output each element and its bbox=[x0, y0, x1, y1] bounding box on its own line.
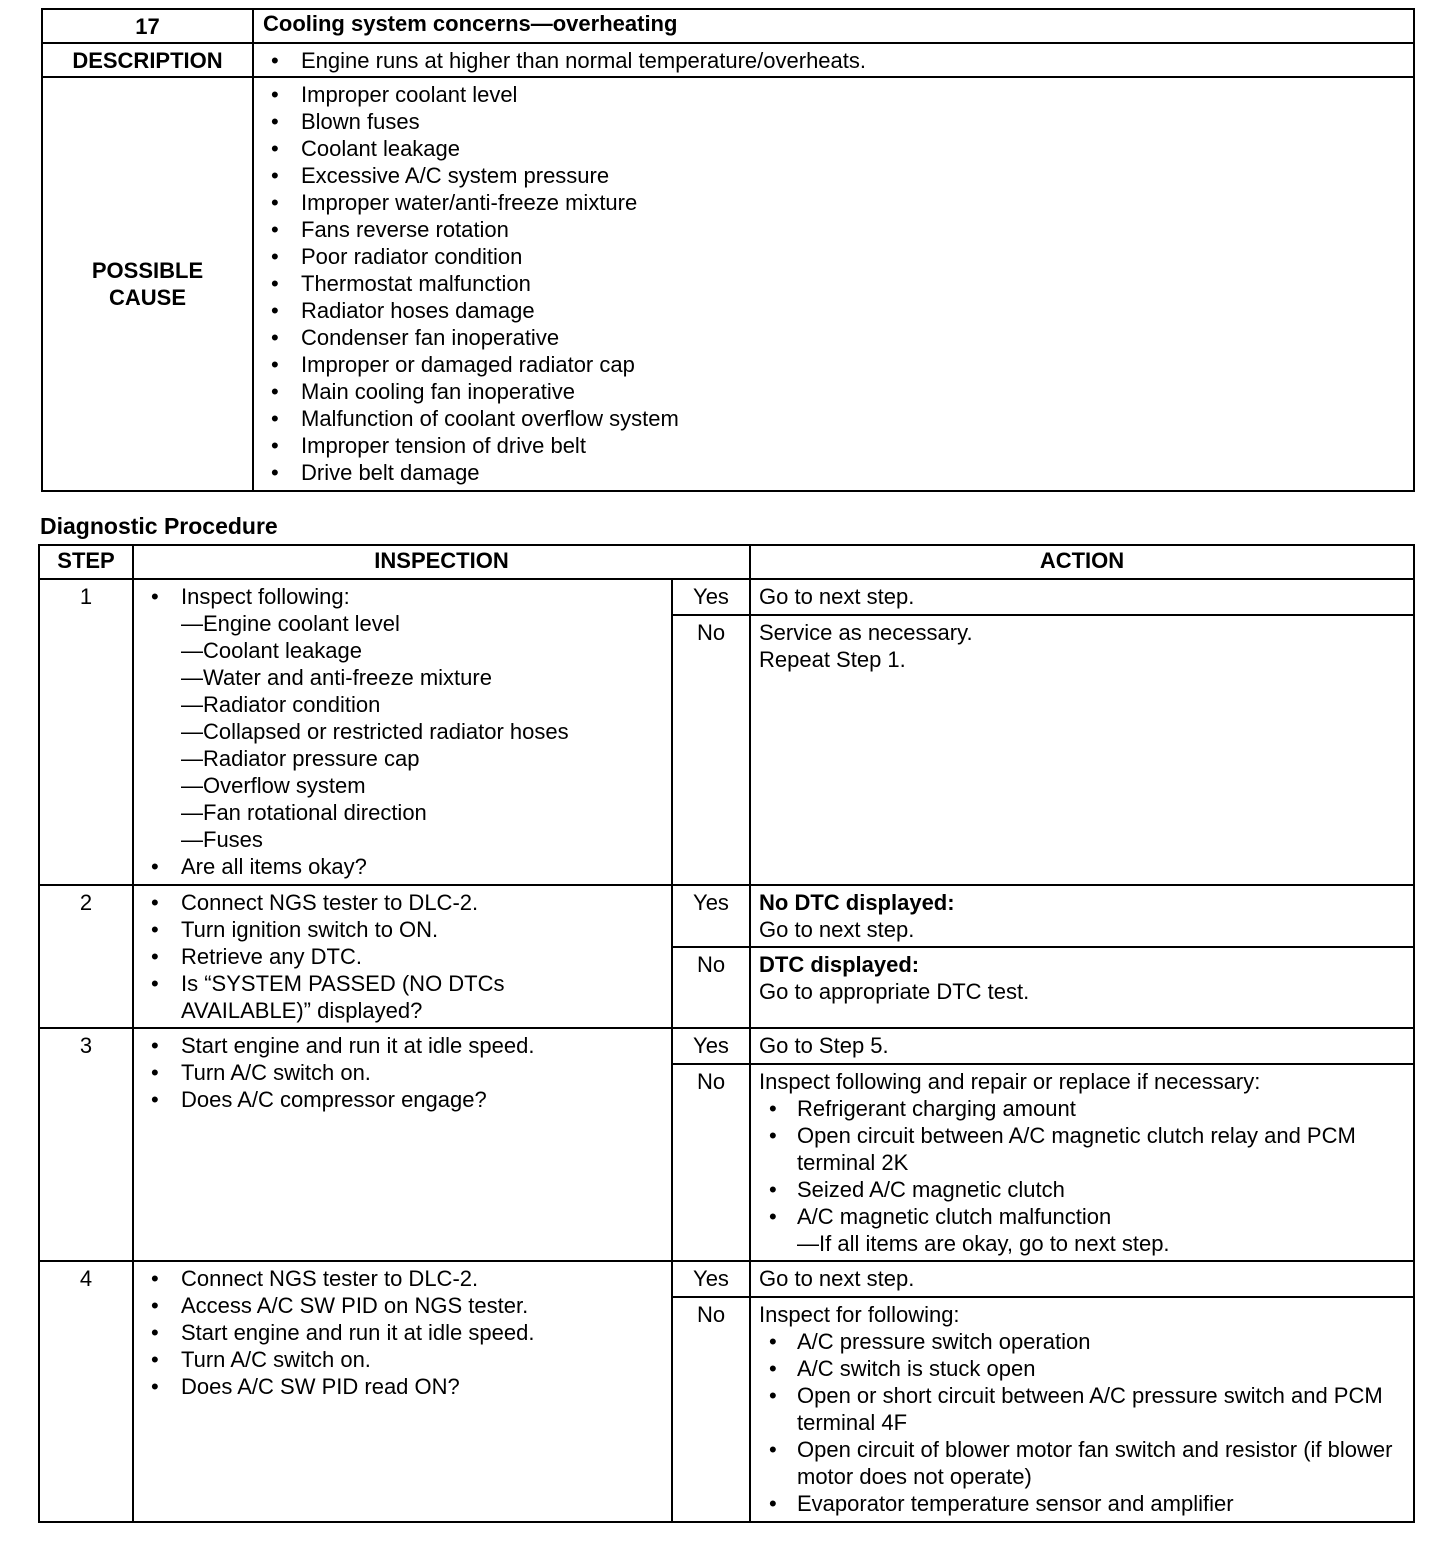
inspection-sub-item: — Collapsed or restricted radiator hoses bbox=[181, 718, 671, 745]
no-label: No bbox=[672, 947, 750, 1028]
symptom-number: 17 bbox=[42, 9, 253, 43]
cause-item: • Improper coolant level bbox=[254, 81, 1413, 108]
inspection-item: • Turn A/C switch on. bbox=[134, 1059, 671, 1086]
symptom-header-row bbox=[42, 9, 1414, 43]
step-3-no-action bbox=[750, 1064, 1414, 1261]
step-number: 2 bbox=[39, 885, 133, 1028]
description-text: • Engine runs at higher than normal temperature/overheats. bbox=[254, 47, 1413, 74]
inspection-sub-item: — Engine coolant level bbox=[181, 610, 671, 637]
step-2-no-action bbox=[750, 947, 1414, 1028]
description-label: DESCRIPTION bbox=[42, 43, 253, 77]
inspection-item: • Does A/C compressor engage? bbox=[134, 1086, 671, 1113]
step-4-yes-row bbox=[39, 1261, 1414, 1297]
possible-cause-list-cell bbox=[253, 77, 1414, 491]
step-2-yes-action bbox=[750, 885, 1414, 947]
inspection-item: • Start engine and run it at idle speed. bbox=[134, 1032, 671, 1059]
step-4-no-action bbox=[750, 1297, 1414, 1522]
inspection-sub-item: — Radiator condition bbox=[181, 691, 671, 718]
step-1-no-action bbox=[750, 615, 1414, 885]
action-item: • Open circuit between A/C magnetic clutch relay and PCM terminal 2K bbox=[759, 1122, 1405, 1176]
action-list bbox=[759, 1095, 1405, 1230]
action-intro: Inspect following and repair or replace if necessary: bbox=[759, 1069, 1261, 1094]
action-item: • A/C magnetic clutch malfunction bbox=[759, 1203, 1405, 1230]
step-number: 3 bbox=[39, 1028, 133, 1261]
inspection-sub-item: — Overflow system bbox=[181, 772, 671, 799]
step-1-yes-action: Go to next step. bbox=[750, 579, 1414, 615]
action-item: • Refrigerant charging amount bbox=[759, 1095, 1405, 1122]
inspection-item-text: Inspect following: bbox=[181, 584, 350, 609]
action-note: — If all items are okay, go to next step. bbox=[759, 1230, 1405, 1257]
step-4-inspection bbox=[133, 1261, 672, 1522]
cause-item: • Excessive A/C system pressure bbox=[254, 162, 1413, 189]
inspection-item: • Turn ignition switch to ON. bbox=[134, 916, 671, 943]
inspection-item: • Start engine and run it at idle speed. bbox=[134, 1319, 671, 1346]
step-number: 4 bbox=[39, 1261, 133, 1522]
inspection-item bbox=[134, 583, 671, 853]
cause-item: • Coolant leakage bbox=[254, 135, 1413, 162]
action-line: Go to appropriate DTC test. bbox=[759, 979, 1030, 1004]
action-line: Go to next step. bbox=[759, 917, 915, 942]
action-line: Repeat Step 1. bbox=[759, 647, 906, 672]
no-label: No bbox=[672, 1064, 750, 1261]
symptom-title: Cooling system concerns—overheating bbox=[253, 9, 1414, 43]
action-line: Service as necessary. bbox=[759, 620, 973, 645]
inspection-item: • Retrieve any DTC. bbox=[134, 943, 671, 970]
step-header: STEP bbox=[39, 545, 133, 579]
cause-item: • Poor radiator condition bbox=[254, 243, 1413, 270]
symptom-table bbox=[41, 8, 1415, 492]
action-list bbox=[759, 1328, 1405, 1517]
cause-item: • Condenser fan inoperative bbox=[254, 324, 1413, 351]
step-3-yes-row bbox=[39, 1028, 1414, 1064]
no-label: No bbox=[672, 615, 750, 885]
no-label: No bbox=[672, 1297, 750, 1522]
inspection-item: • Connect NGS tester to DLC-2. bbox=[134, 1265, 671, 1292]
step-1-inspection bbox=[133, 579, 672, 885]
action-item: • A/C pressure switch operation bbox=[759, 1328, 1405, 1355]
inspection-item: • Access A/C SW PID on NGS tester. bbox=[134, 1292, 671, 1319]
possible-cause-label-line2: CAUSE bbox=[108, 285, 186, 310]
action-item: • Evaporator temperature sensor and amplifier bbox=[759, 1490, 1405, 1517]
procedure-header-row bbox=[39, 545, 1414, 579]
step-number: 1 bbox=[39, 579, 133, 885]
cause-item: • Thermostat malfunction bbox=[254, 270, 1413, 297]
yes-label: Yes bbox=[672, 1028, 750, 1064]
cause-item: • Drive belt damage bbox=[254, 459, 1413, 486]
cause-item: • Blown fuses bbox=[254, 108, 1413, 135]
inspection-header: INSPECTION bbox=[133, 545, 750, 579]
inspection-sub-item: — Radiator pressure cap bbox=[181, 745, 671, 772]
step-2-yes-row bbox=[39, 885, 1414, 947]
yes-label: Yes bbox=[672, 885, 750, 947]
yes-label: Yes bbox=[672, 579, 750, 615]
action-item: • A/C switch is stuck open bbox=[759, 1355, 1405, 1382]
inspection-sub-item: — Coolant leakage bbox=[181, 637, 671, 664]
action-heading: No DTC displayed: bbox=[759, 890, 955, 915]
action-header: ACTION bbox=[750, 545, 1414, 579]
step-3-yes-action: Go to Step 5. bbox=[750, 1028, 1414, 1064]
description-row bbox=[42, 43, 1414, 77]
action-heading: DTC displayed: bbox=[759, 952, 920, 977]
cause-item: • Radiator hoses damage bbox=[254, 297, 1413, 324]
cause-item: • Malfunction of coolant overflow system bbox=[254, 405, 1413, 432]
step-1-yes-row bbox=[39, 579, 1414, 615]
inspection-item: • Connect NGS tester to DLC-2. bbox=[134, 889, 671, 916]
action-item: • Open circuit of blower motor fan switch and resistor (if blower motor does not operate) bbox=[759, 1436, 1405, 1490]
possible-cause-label-line1: POSSIBLE bbox=[91, 258, 204, 283]
step-4-yes-action: Go to next step. bbox=[750, 1261, 1414, 1297]
cause-item: • Main cooling fan inoperative bbox=[254, 378, 1413, 405]
action-item: • Seized A/C magnetic clutch bbox=[759, 1176, 1405, 1203]
possible-cause-list bbox=[254, 81, 1413, 486]
inspection-sub-item: — Fan rotational direction bbox=[181, 799, 671, 826]
inspection-item: • Is “SYSTEM PASSED (NO DTCs AVAILABLE)” displayed? bbox=[134, 970, 671, 1024]
inspection-item: • Does A/C SW PID read ON? bbox=[134, 1373, 671, 1400]
inspection-sub-item: — Water and anti-freeze mixture bbox=[181, 664, 671, 691]
action-item: • Open or short circuit between A/C pressure switch and PCM terminal 4F bbox=[759, 1382, 1405, 1436]
inspection-sub-item: — Fuses bbox=[181, 826, 671, 853]
yes-label: Yes bbox=[672, 1261, 750, 1297]
step-2-inspection bbox=[133, 885, 672, 1028]
action-intro: Inspect for following: bbox=[759, 1302, 960, 1327]
possible-cause-label bbox=[42, 77, 253, 491]
cause-item: • Improper water/anti-freeze mixture bbox=[254, 189, 1413, 216]
step-3-inspection bbox=[133, 1028, 672, 1261]
possible-cause-row bbox=[42, 77, 1414, 491]
cause-item: • Improper or damaged radiator cap bbox=[254, 351, 1413, 378]
inspection-sub-list bbox=[181, 610, 671, 853]
diagnostic-procedure-title: Diagnostic Procedure bbox=[40, 513, 278, 539]
cause-item: • Fans reverse rotation bbox=[254, 216, 1413, 243]
cause-item: • Improper tension of drive belt bbox=[254, 432, 1413, 459]
diagnostic-procedure-table bbox=[38, 544, 1415, 1523]
inspection-item: • Turn A/C switch on. bbox=[134, 1346, 671, 1373]
description-cell bbox=[253, 43, 1414, 77]
inspection-item: • Are all items okay? bbox=[134, 853, 671, 880]
